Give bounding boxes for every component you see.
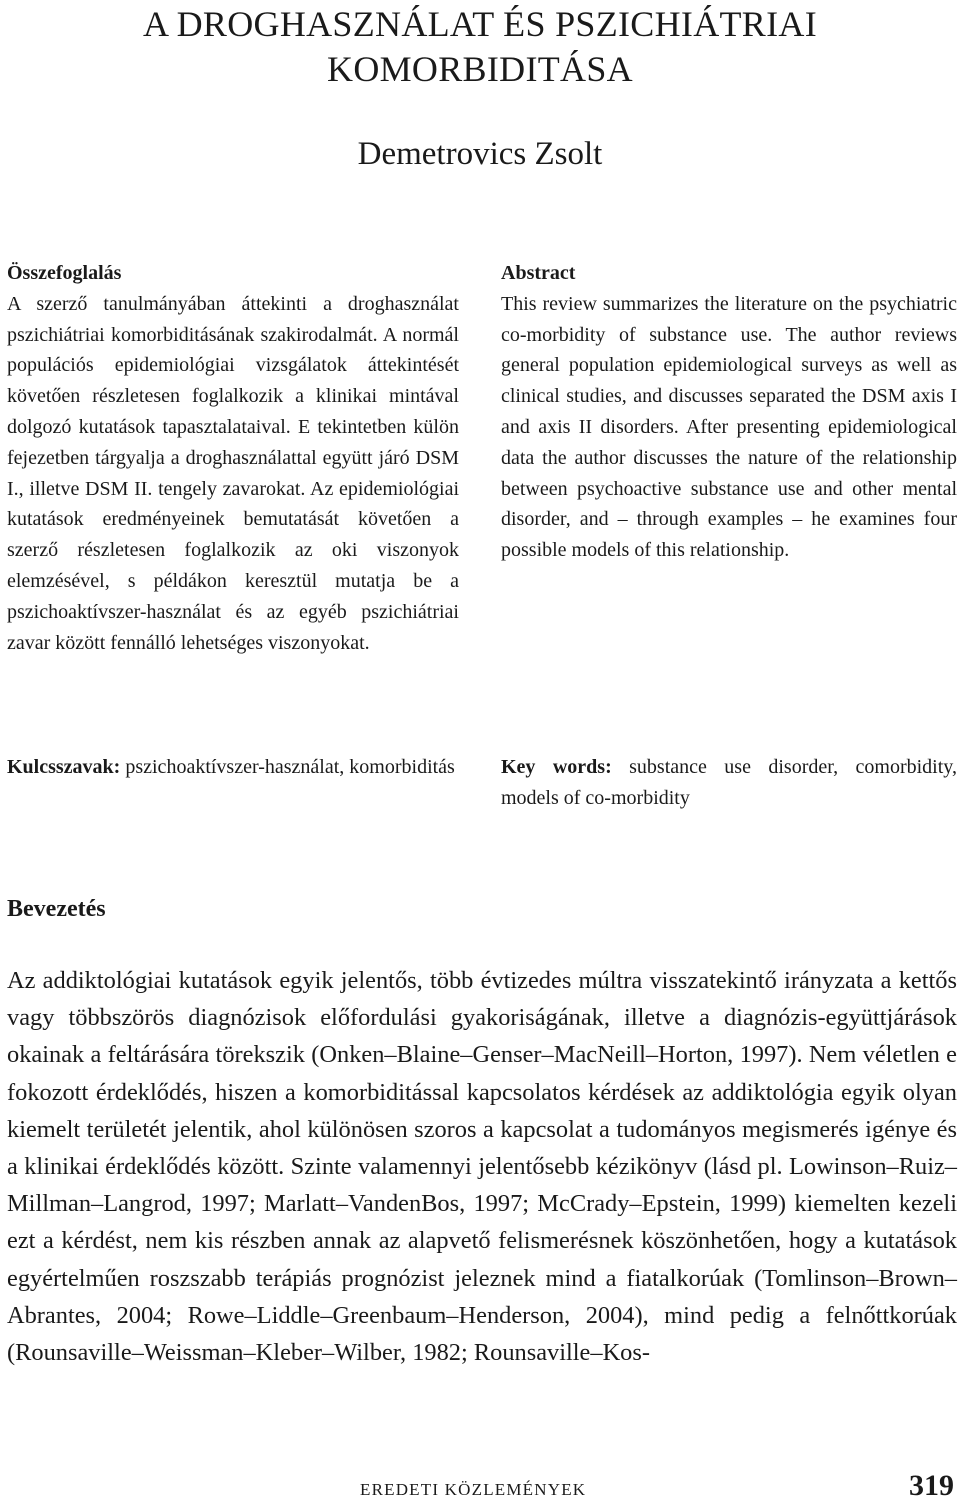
keywords-hungarian: [7, 752, 459, 783]
summary-text: A szerző tanulmányában áttekinti a droghasználat pszichiátriai komorbiditásának szakirodalmát. A normál populációs epidemiológiai vizsgálatok áttekintését követően részletesen foglalkozik a klinikai mintával dolgozó kutatások tapasztalataival. E tekintetben külön fejezetben tárgyalja a droghasználattal együtt járó DSM I., illetve DSM II. tengely zavarokat. Az epidemiológiai kutatások eredményeinek bemutatását követően a szerző részletesen foglalkozik az oki viszonyok elemzésével, s példákon keresztül mutatja be a pszichoaktívszer-használat és az egyéb pszichiátriai zavar között fennálló lehetséges viszonyokat.: [7, 292, 459, 654]
keywords-hungarian-label: Kulcsszavak:: [7, 756, 121, 778]
author-name: Demetrovics Zsolt: [357, 136, 603, 172]
keywords-english-text: substance use disorder, comorbidity, models of co-morbidity: [501, 756, 957, 809]
section-heading: Bevezetés: [7, 896, 106, 922]
section-body-text: Az addiktológiai kutatások egyik jelentős, több évtizedes múltra visszatekintő irányzata a kettős vagy többszörös diagnózisok előfordulási gyakoriságának, illetve a diagnózis-együttjárások okainak a feltárására törekszik (Onken–Blaine–Genser–MacNeill–Horton, 1997). Nem véletlen e fokozott érdeklődés, hiszen a komorbiditással kapcsolatos kérdések az addiktológia egyik olyan kiemelt területét jelentik, ahol különösen szoros a kapcsolat a tudományos megismerés igénye és a klinikai érdeklődés között. Szinte valamennyi jelentősebb kézikönyv (lásd pl. Lowinson–Ruiz–Millman–Langrod, 1997; Marlatt–VandenBos, 1997; McCrady–Epstein, 1999) kiemelten kezeli ezt a kérdést, nem kis részben annak az alapvető felismerésnek köszönhetően, hogy a kutatások egyértelműen roszszabb terápiás prognózist jeleznek mind a fiatalkorúak (Tomlinson–Brown–Abrantes, 2004; Rowe–Liddle–Greenbaum–Henderson, 2004), mind pedig a felnőttkorúak (Rounsaville–Weissman–Kleber–Wilber, 1982; Rounsaville–Kos-: [7, 967, 957, 1367]
keywords-hungarian-text: pszichoaktívszer-használat, komorbiditás: [120, 756, 455, 778]
abstract-heading: Abstract: [501, 262, 576, 284]
summary-hungarian: [7, 258, 459, 658]
summary-heading: Összefoglalás: [7, 262, 122, 284]
abstract-text: This review summarizes the literature on the psychiatric co-morbidity of substance use. The author reviews general population epidemiological surveys as well as clinical studies, and discusses separated the DSM axis I and axis II disorders. After presenting epidemiological data the author discusses the nature of the relationship between psychoactive substance use and other mental disorder, and – through examples – he examines four possible models of this relationship.: [501, 292, 957, 562]
keywords-english: [501, 752, 957, 814]
page-number: 319: [909, 1469, 954, 1502]
keywords-english-label: Key words:: [501, 756, 612, 778]
article-title: A DROGHASZNÁLAT ÉS PSZICHIÁTRIAI KOMORBIDITÁSA: [143, 4, 817, 89]
footer-section-name: EREDETI KÖZLEMÉNYEK: [360, 1480, 587, 1499]
abstract-english: [501, 258, 957, 566]
